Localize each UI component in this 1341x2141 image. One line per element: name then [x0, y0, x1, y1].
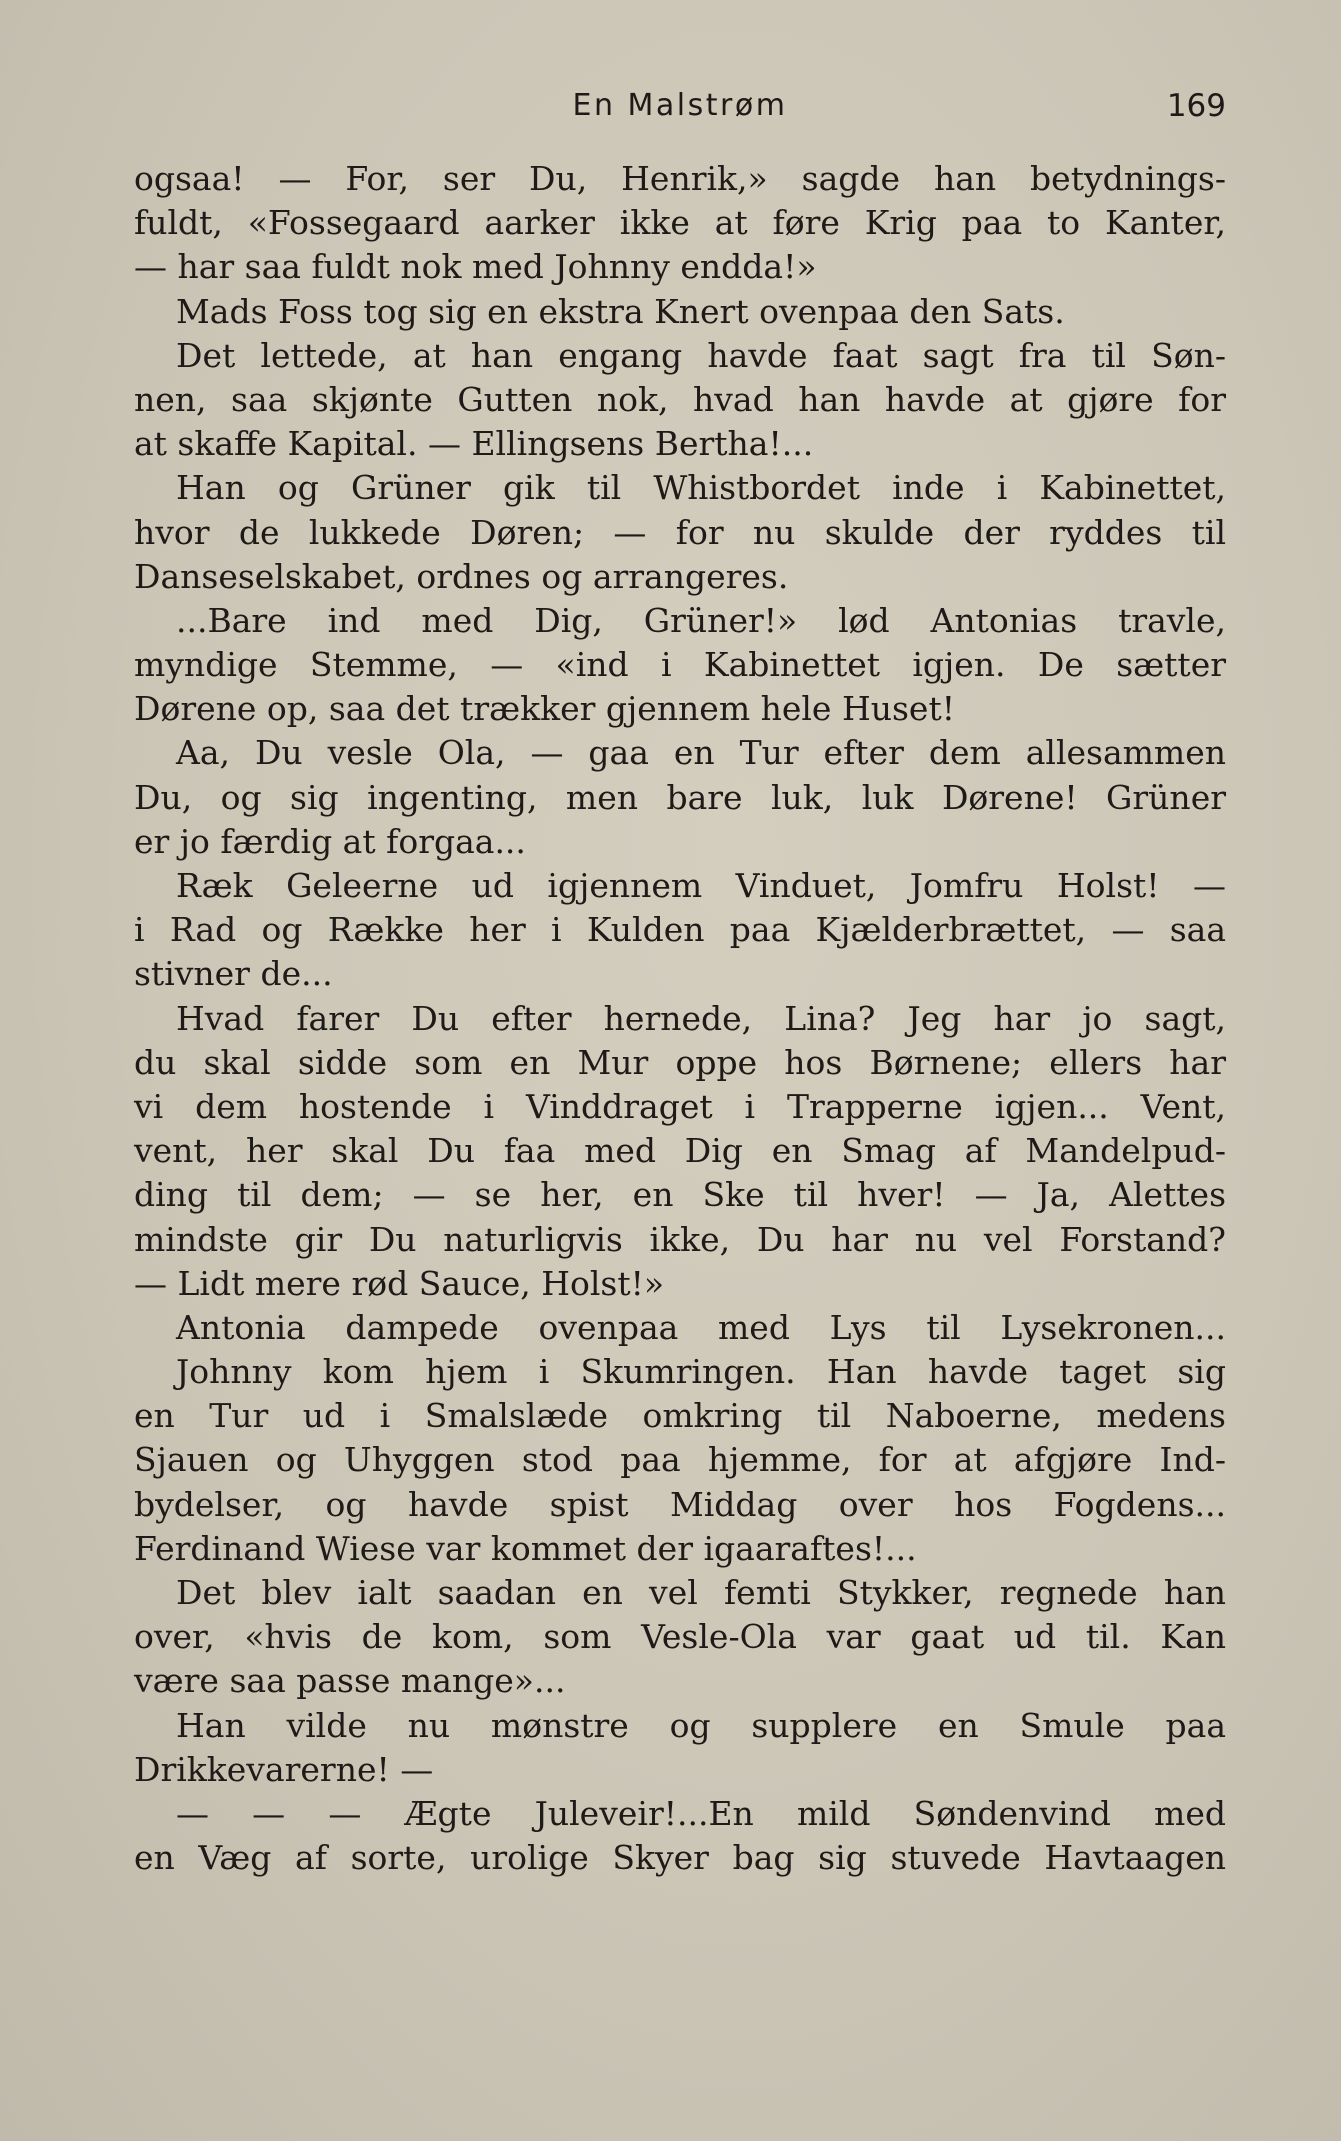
text-line: Aa, Du vesle Ola, — gaa en Tur efter dem allesammen: [176, 733, 1226, 773]
text-line: — Lidt mere rød Sauce, Holst!»: [134, 1263, 665, 1303]
text-line: myndige Stemme, — «ind i Kabinettet igjen. De sætter: [134, 645, 1226, 685]
text-line: Dørene op, saa det trækker gjennem hele Huset!: [134, 689, 955, 729]
text-line: i Rad og Række her i Kulden paa Kjælderbrættet, — saa: [134, 910, 1226, 950]
text-line: vent, her skal Du faa med Dig en Smag af Mandelpud-: [134, 1131, 1226, 1171]
running-title: En Malstrøm: [572, 88, 788, 123]
text-line: Mads Foss tog sig en ekstra Knert ovenpaa den Sats.: [176, 291, 1065, 331]
text-line: — har saa fuldt nok med Johnny endda!»: [134, 247, 817, 287]
text-line: Han vilde nu mønstre og supplere en Smule paa: [176, 1705, 1226, 1745]
page-number: 169: [1166, 88, 1226, 124]
text-line: ding til dem; — se her, en Ske til hver! — Ja, Alettes: [134, 1175, 1226, 1215]
text-line: mindste gir Du naturligvis ikke, Du har nu vel Forstand?: [134, 1219, 1226, 1259]
text-line: nen, saa skjønte Gutten nok, hvad han havde at gjøre for: [134, 379, 1226, 419]
text-line: ogsaa! — For, ser Du, Henrik,» sagde han betydnings-: [134, 159, 1226, 198]
text-line: over, «hvis de kom, som Vesle-Ola var gaat ud til. Kan: [134, 1617, 1226, 1657]
text-line: Det blev ialt saadan en vel femti Stykker, regnede han: [176, 1573, 1226, 1612]
text-line: Han og Grüner gik til Whistbordet inde i Kabinettet,: [176, 468, 1226, 508]
text-line: Det lettede, at han engang havde faat sagt fra til Søn-: [176, 335, 1226, 375]
text-line: ...Bare ind med Dig, Grüner!» lød Antonias travle,: [176, 600, 1226, 640]
text-line: Sjauen og Uhyggen stod paa hjemme, for at afgjøre Ind-: [134, 1440, 1226, 1480]
text-line: en Væg af sorte, urolige Skyer bag sig stuvede Havtaagen: [134, 1838, 1226, 1878]
text-line: Antonia dampede ovenpaa med Lys til Lysekronen...: [176, 1307, 1226, 1347]
text-line: stivner de...: [134, 954, 333, 994]
text-line: være saa passe mange»...: [134, 1661, 566, 1701]
text-line: Hvad farer Du efter hernede, Lina? Jeg har jo sagt,: [176, 998, 1226, 1038]
text-line: er jo færdig at forgaa...: [134, 821, 526, 861]
page-header: [134, 88, 1226, 132]
text-line: Johnny kom hjem i Skumringen. Han havde taget sig: [176, 1352, 1226, 1392]
text-line: bydelser, og havde spist Middag over hos Fogdens...: [134, 1484, 1226, 1524]
text-line: en Tur ud i Smalslæde omkring til Naboerne, medens: [134, 1396, 1226, 1436]
text-line: Ræk Geleerne ud igjennem Vinduet, Jomfru Holst! —: [176, 866, 1226, 905]
text-line: Danseselskabet, ordnes og arrangeres.: [134, 556, 789, 596]
text-line: Ferdinand Wiese var kommet der igaaraftes!...: [134, 1528, 917, 1568]
text-line: fuldt, «Fossegaard aarker ikke at føre Krig paa to Kanter,: [134, 203, 1226, 243]
text-line: vi dem hostende i Vinddraget i Trapperne igjen... Vent,: [134, 1086, 1226, 1126]
body-text: [134, 157, 1226, 1880]
text-line: Du, og sig ingenting, men bare luk, luk Dørene! Grüner: [134, 777, 1226, 817]
text-line: — — — Ægte Juleveir!...En mild Søndenvind med: [176, 1793, 1226, 1833]
text-line: Drikkevarerne! —: [134, 1749, 434, 1789]
text-line: at skaffe Kapital. — Ellingsens Bertha!...: [134, 424, 814, 464]
text-line: hvor de lukkede Døren; — for nu skulde der ryddes til: [134, 512, 1226, 552]
text-line: du skal sidde som en Mur oppe hos Børnene; ellers har: [134, 1042, 1226, 1082]
